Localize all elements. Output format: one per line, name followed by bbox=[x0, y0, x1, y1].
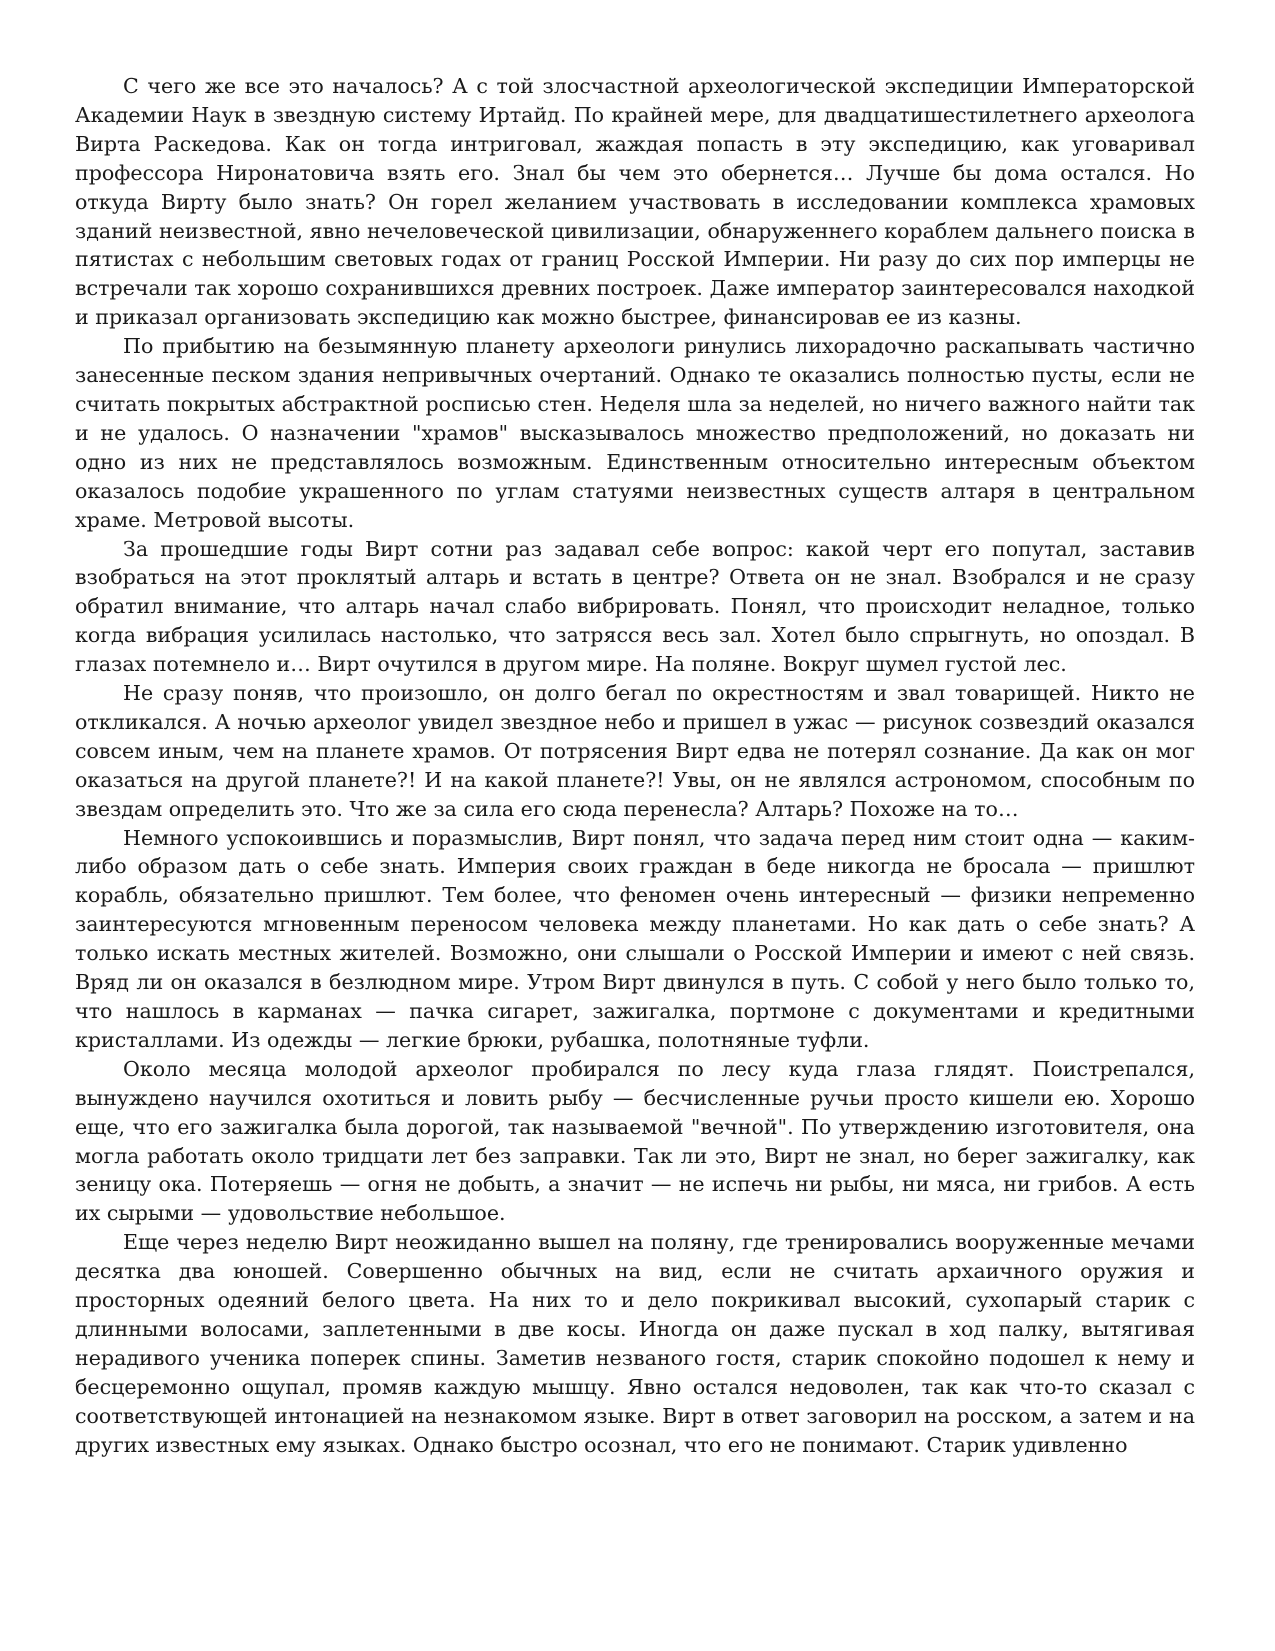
text-column bbox=[75, 72, 1195, 1460]
paragraph-3: За прошедшие годы Вирт сотни раз задавал себе вопрос: какой черт его попутал, заставив взобраться на этот проклятый алтарь и встать в центре? Ответа он не знал. Взобрался и не сразу обратил внимание, что алтарь начал слабо вибрировать. Понял, что происходит неладное, только когда вибрация усилилась настолько, что затрясся весь зал. Хотел было спрыгнуть, но опоздал. В глазах потемнело и… Вирт очутился в другом мире. На поляне. Вокруг шумел густой лес. bbox=[75, 536, 1195, 677]
paragraph-6: Около месяца молодой археолог пробирался по лесу куда глаза глядят. Поистрепался, вынуждено научился охотиться и ловить рыбу — бесчисленные ручьи просто кишели ею. Хорошо еще, что его зажигалка была дорогой, так называемой "вечной". По утверждению изготовителя, она могла работать около тридцати лет без заправки. Так ли это, Вирт не знал, но берег зажигалку, как зеницу ока. Потеряешь — огня не добыть, а значит — не испечь ни рыбы, ни мяса, ни грибов. А есть их сырыми — удовольствие небольшое. bbox=[75, 1056, 1195, 1226]
paragraph-2: По прибытию на безымянную планету археологи ринулись лихорадочно раскапывать частично занесенные песком здания непривычных очертаний. Однако те оказались полностью пусты, если не считать покрытых абстрактной росписью стен. Неделя шла за неделей, но ничего важного найти так и не удалось. О назначении "храмов" высказывалось множество предположений, но доказать ни одно из них не представлялось возможным. Единственным относительно интересным объектом оказалось подобие украшенного по углам статуями неизвестных существ алтаря в центральном храме. Метровой высоты. bbox=[75, 334, 1195, 532]
paragraph-1: С чего же все это началось? А с той злосчастной археологической экспедиции Императорской Академии Наук в звездную систему Иртайд. По крайней мере, для двадцатишестилетнего археолога Вирта Раскедова. Как он тогда интриговал, жаждая попасть в эту экспедицию, как уговаривал профессора Ниронатовича взять его. Знал бы чем это обернется… Лучше бы дома остался. Но откуда Вирту было знать? Он горел желанием участвовать в исследовании комплекса храмовых зданий неизвестной, явно нечеловеческой цивилизации, обнаруженнего кораблем дальнего поиска в пятистах с небольшим световых годах от границ Росской Империи. Ни разу до сих пор имперцы не встречали так хорошо сохранившихся древних построек. Даже император заинтересовался находкой и приказал организовать экспедицию как можно быстрее, финансировав ее из казны. bbox=[75, 74, 1195, 330]
paragraph-7: Еще через неделю Вирт неожиданно вышел на поляну, где тренировались вооруженные мечами десятка два юношей. Совершенно обычных на вид, если не считать архаичного оружия и просторных одеяний белого цвета. На них то и дело покрикивал высокий, сухопарый старик с длинными волосами, заплетенными в две косы. Иногда он даже пускал в ход палку, вытягивая нерадивого ученика поперек спины. Заметив незваного гостя, старик спокойно подошел к нему и бесцеремонно ощупал, промяв каждую мышцу. Явно остался недоволен, так как что-то сказал с соответствующей интонацией на незнакомом языке. Вирт в ответ заговорил на росском, а затем и на других известных ему языках. Однако быстро осознал, что его не понимают. Старик удивленно bbox=[75, 1230, 1195, 1457]
paragraph-4: Не сразу поняв, что произошло, он долго бегал по окрестностям и звал товарищей. Никто не откликался. А ночью археолог увидел звездное небо и пришел в ужас — рисунок созвездий оказался совсем иным, чем на планете храмов. От потрясения Вирт едва не потерял сознание. Да как он мог оказаться на другой планете?! И на какой планете?! Увы, он не являлся астрономом, способным по звездам определить это. Что же за сила его сюда перенесла? Алтарь? Похоже на то… bbox=[75, 681, 1195, 821]
paragraph-5: Немного успокоившись и поразмыслив, Вирт понял, что задача перед ним стоит одна — каким-либо образом дать о себе знать. Империя своих граждан в беде никогда не бросала — пришлют корабль, обязательно пришлют. Тем более, что феномен очень интересный — физики непременно заинтересуются мгновенным переносом человека между планетами. Но как дать о себе знать? А только искать местных жителей. Возможно, они слышали о Росской Империи и имеют с ней связь. Вряд ли он оказался в безлюдном мире. Утром Вирт двинулся в путь. С собой у него было только то, что нашлось в карманах — пачка сигарет, зажигалка, портмоне с документами и кредитными кристаллами. Из одежды — легкие брюки, рубашка, полотняные туфли. bbox=[75, 825, 1195, 1052]
